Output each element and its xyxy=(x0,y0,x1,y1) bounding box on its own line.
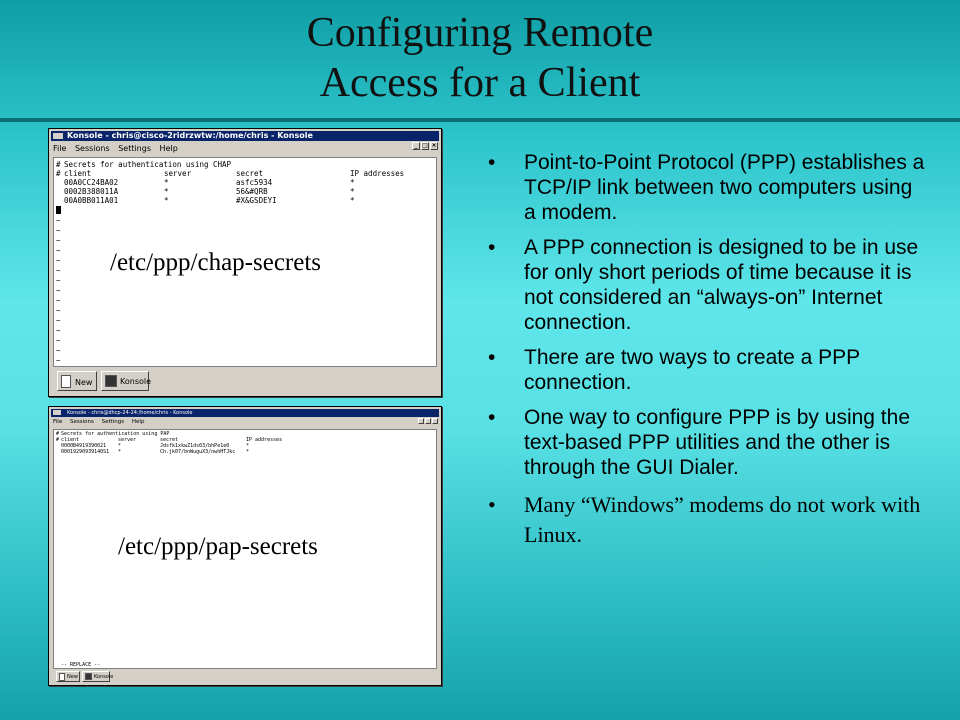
vim-status-line xyxy=(54,662,101,668)
terminal-line: # Secrets for authentication using PAP xyxy=(56,431,170,437)
menu-file[interactable]: File xyxy=(53,419,63,425)
bullet-dot: • xyxy=(488,151,496,174)
col-server: server xyxy=(164,169,192,178)
menu-help[interactable]: Help xyxy=(159,144,178,153)
konsole-icon xyxy=(105,375,117,387)
row-secret: Jdsfk1xkwZ1ds03/bhPe1e0 xyxy=(160,443,230,449)
menu-settings[interactable]: Settings xyxy=(101,419,125,425)
table-row xyxy=(54,196,436,205)
col-client: client xyxy=(61,437,80,443)
text-cursor xyxy=(56,206,61,214)
window-title: Konsole - chris@cisco-2ridrzwtw:/home/chris - Konsole xyxy=(67,131,313,140)
bullet-item xyxy=(488,345,928,395)
table-row xyxy=(54,187,436,196)
bullet-item xyxy=(488,405,928,480)
col-client: client xyxy=(64,169,92,178)
row-ip: * xyxy=(350,196,355,205)
maximize-button[interactable] xyxy=(425,418,431,424)
close-button[interactable]: × xyxy=(431,142,437,149)
row-ip: * xyxy=(246,449,250,455)
col-server: server xyxy=(118,437,137,443)
table-row xyxy=(54,449,436,455)
terminal-area[interactable]: # Secrets for authentication using CHAP # client server secret IP addresses 00A0CC24BA02 * asfc5934 * 0002B388011A * 56&#QRB * 00A0BB011A01 * #X&GSDEYI * ~ ~ ~ ~ ~ ~ ~ ~ ~ ~ ~ ~ ~ ~ ~ xyxy=(53,157,437,367)
pap-secrets-caption: /etc/ppp/pap-secrets xyxy=(118,533,318,560)
slide-title-line-1: Configuring Remote xyxy=(306,10,654,56)
new-session-label: New xyxy=(67,674,78,680)
new-session-button[interactable] xyxy=(57,371,97,391)
title-divider xyxy=(0,118,960,122)
window-titlebar[interactable] xyxy=(51,409,439,417)
window-title: Konsole - chris@dhcp-24-24:/home/chris - Konsole xyxy=(67,410,193,416)
bullet-dot: • xyxy=(488,492,496,517)
konsole-taskbar xyxy=(53,670,437,683)
konsole-task-label: Konsole xyxy=(94,674,114,680)
konsole-taskbar xyxy=(53,369,437,393)
row-server: * xyxy=(164,196,169,205)
row-server: * xyxy=(118,443,122,449)
new-document-icon xyxy=(61,375,71,388)
row-client: 00019290939140S1 xyxy=(61,449,110,455)
new-document-icon xyxy=(59,673,65,681)
row-client: 00A0BB011A01 xyxy=(64,196,119,205)
row-ip: * xyxy=(350,178,355,187)
maximize-button[interactable]: □ xyxy=(422,142,428,149)
bullet-item xyxy=(488,150,928,225)
row-ip: * xyxy=(246,443,250,449)
konsole-app-icon xyxy=(53,410,61,415)
new-session-label: New xyxy=(75,378,93,387)
col-ip: IP addresses xyxy=(350,169,405,178)
chap-secrets-caption: /etc/ppp/chap-secrets xyxy=(110,249,322,276)
bullet-dot: • xyxy=(488,236,496,259)
terminal-line: # Secrets for authentication using CHAP xyxy=(56,160,232,169)
konsole-app-icon xyxy=(53,133,63,139)
bullet-text: There are two ways to create a PPP connection. xyxy=(524,346,860,394)
row-client: 0002B388011A xyxy=(64,187,119,196)
vim-mode-indicator: -- REPLACE -- xyxy=(61,662,101,668)
terminal-line: # client server secret IP addresses xyxy=(56,437,283,443)
terminal-line: # client server secret IP addresses xyxy=(56,169,405,178)
slide-title xyxy=(0,0,960,118)
konsole-task-button[interactable] xyxy=(101,371,152,391)
bullet-dot: • xyxy=(488,346,496,369)
row-client: 00A0CC24BA02 xyxy=(64,178,119,187)
row-secret: Ch.jk07/bnWuguX3/nwhHTJkc xyxy=(160,449,236,455)
konsole-task-label: Konsole xyxy=(120,377,152,386)
menu-sessions[interactable]: Sessions xyxy=(69,419,94,425)
bullet-text: Point-to-Point Protocol (PPP) establishes a TCP/IP link between two computers using a modem. xyxy=(524,151,925,224)
row-secret: 56&#QRB xyxy=(236,187,268,196)
menu-help[interactable]: Help xyxy=(131,419,145,425)
menu-settings[interactable]: Settings xyxy=(118,144,151,153)
pap-header-comment: Secrets for authentication using PAP xyxy=(61,431,170,437)
bullet-text: Many “Windows” modems do not work with Linux. xyxy=(524,492,921,547)
konsole-icon xyxy=(85,673,92,680)
terminal-cursor-line xyxy=(54,205,436,214)
menu-bar xyxy=(53,143,184,155)
minimize-button[interactable] xyxy=(418,418,424,424)
row-client: 0000B4919390021 xyxy=(61,443,107,449)
chap-header-comment: Secrets for authentication using CHAP xyxy=(64,160,232,169)
menu-sessions[interactable]: Sessions xyxy=(74,144,110,153)
bullet-dot: • xyxy=(488,406,496,429)
new-session-button[interactable] xyxy=(56,671,80,682)
col-secret: secret xyxy=(160,437,179,443)
table-row xyxy=(54,178,436,187)
row-server: * xyxy=(164,178,169,187)
row-secret: asfc5934 xyxy=(236,178,273,187)
row-ip: * xyxy=(350,187,355,196)
konsole-task-button[interactable] xyxy=(82,671,114,682)
row-secret: #X&GSDEYI xyxy=(236,196,277,205)
close-button[interactable] xyxy=(432,418,438,424)
bullet-text: One way to configure PPP is by using the text-based PPP utilities and the other is through the GUI Dialer. xyxy=(524,406,910,479)
bullet-item xyxy=(488,235,928,335)
minimize-button[interactable]: _ xyxy=(412,142,420,150)
col-ip: IP addresses xyxy=(246,437,283,443)
slide-title-line-2: Access for a Client xyxy=(319,60,641,106)
menu-file[interactable]: File xyxy=(53,144,67,153)
col-secret: secret xyxy=(236,169,264,178)
bullet-item xyxy=(488,490,928,550)
bullet-list xyxy=(488,150,928,550)
row-server: * xyxy=(118,449,122,455)
bullet-text: A PPP connection is designed to be in use for only short periods of time because it is not considered an “always-on” Internet connection. xyxy=(524,236,919,334)
row-server: * xyxy=(164,187,169,196)
